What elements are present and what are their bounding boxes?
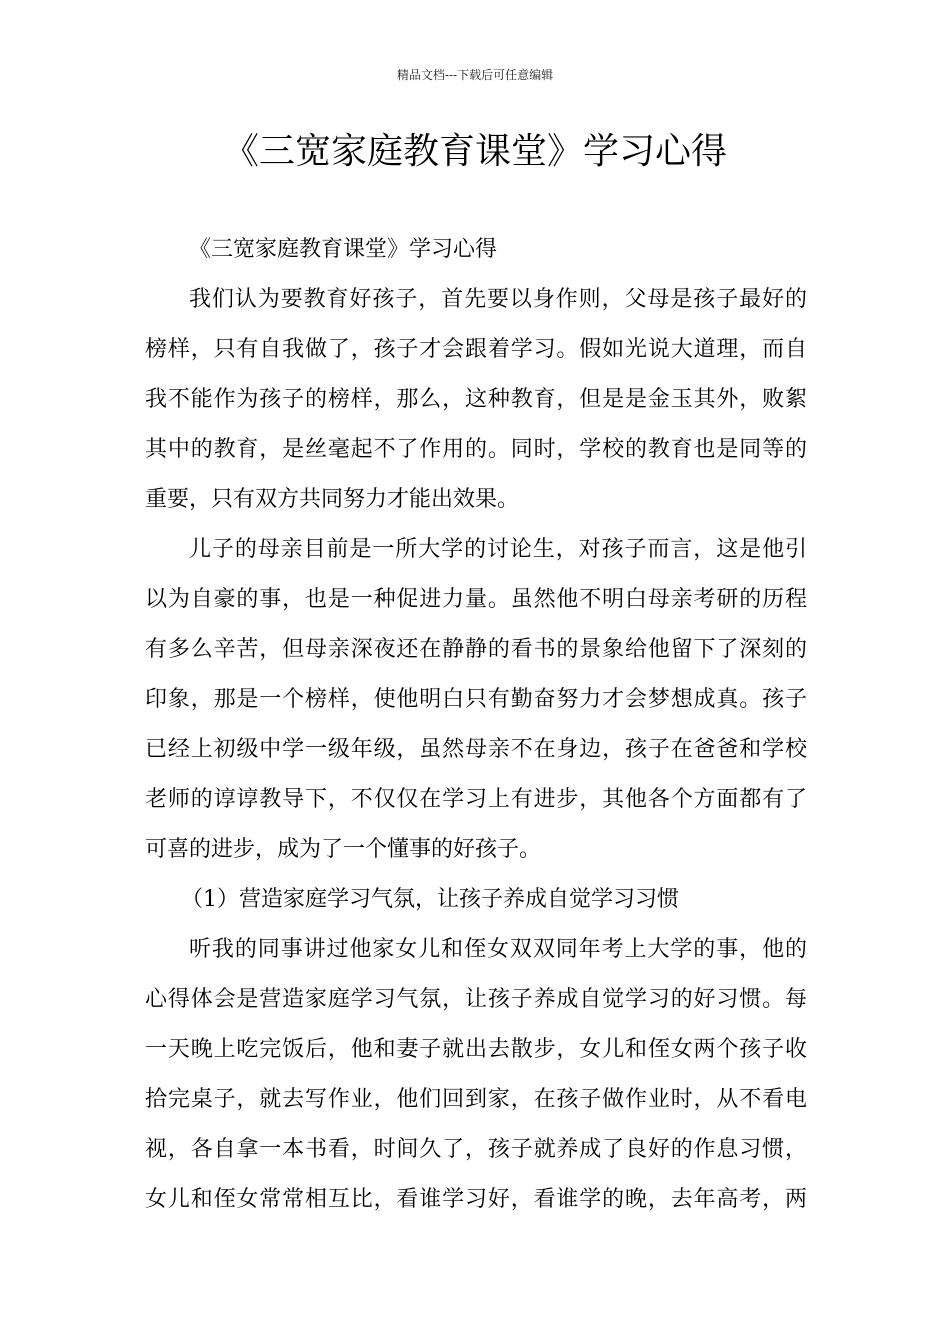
paragraph-line: 拾完桌子，就去写作业，他们回到家，在孩子做作业时，从不看电	[145, 1087, 807, 1112]
paragraph-line: 儿子的母亲目前是一所大学的讨论生，对孩子而言，这是他引	[189, 537, 807, 562]
paragraph-line: 我不能作为孩子的榜样，那么，这种教育，但是是金玉其外，败絮	[145, 387, 807, 412]
paragraph-line: 老师的谆谆教导下，不仅仅在学习上有进步，其他各个方面都有了	[145, 787, 807, 812]
paragraph-line: 已经上初级中学一级年级，虽然母亲不在身边，孩子在爸爸和学校	[145, 737, 807, 762]
paragraph-line: 可喜的进步，成为了一个懂事的好孩子。	[145, 837, 542, 862]
paragraph-line: 我们认为要教育好孩子，首先要以身作则，父母是孩子最好的	[189, 287, 807, 312]
paragraph-line: 其中的教育，是丝毫起不了作用的。同时，学校的教育也是同等的	[145, 437, 807, 462]
paragraph-line: 视，各自拿一本书看，时间久了，孩子就养成了良好的作息习惯，	[145, 1137, 807, 1162]
document-title: 《三宽家庭教育课堂》学习心得	[222, 131, 727, 172]
paragraph-line: 女儿和侄女常常相互比，看谁学习好，看谁学的晚，去年高考，两	[145, 1187, 807, 1212]
paragraph-line: 以为自豪的事，也是一种促进力量。虽然他不明白母亲考研的历程	[145, 587, 807, 612]
paragraph-line: 心得体会是营造家庭学习气氛，让孩子养成自觉学习的好习惯。每	[145, 987, 807, 1012]
header-note: 精品文档---下载后可任意编辑	[396, 68, 554, 82]
paragraph-line: 重要，只有双方共同努力才能出效果。	[145, 487, 520, 512]
subtitle-line: 《三宽家庭教育课堂》学习心得	[189, 237, 498, 262]
paragraph-line: 榜样，只有自我做了，孩子才会跟着学习。假如光说大道理，而自	[145, 337, 807, 362]
section-heading: （1）营造家庭学习气氛，让孩子养成自觉学习习惯	[181, 887, 679, 912]
paragraph-line: 有多么辛苦，但母亲深夜还在静静的看书的景象给他留下了深刻的	[145, 637, 807, 662]
paragraph-line: 听我的同事讲过他家女儿和侄女双双同年考上大学的事，他的	[189, 937, 807, 962]
document-body	[145, 225, 807, 1225]
paragraph-line: 一天晚上吃完饭后，他和妻子就出去散步，女儿和侄女两个孩子收	[145, 1037, 807, 1062]
paragraph-line: 印象，那是一个榜样，使他明白只有勤奋努力才会梦想成真。孩子	[145, 687, 807, 712]
